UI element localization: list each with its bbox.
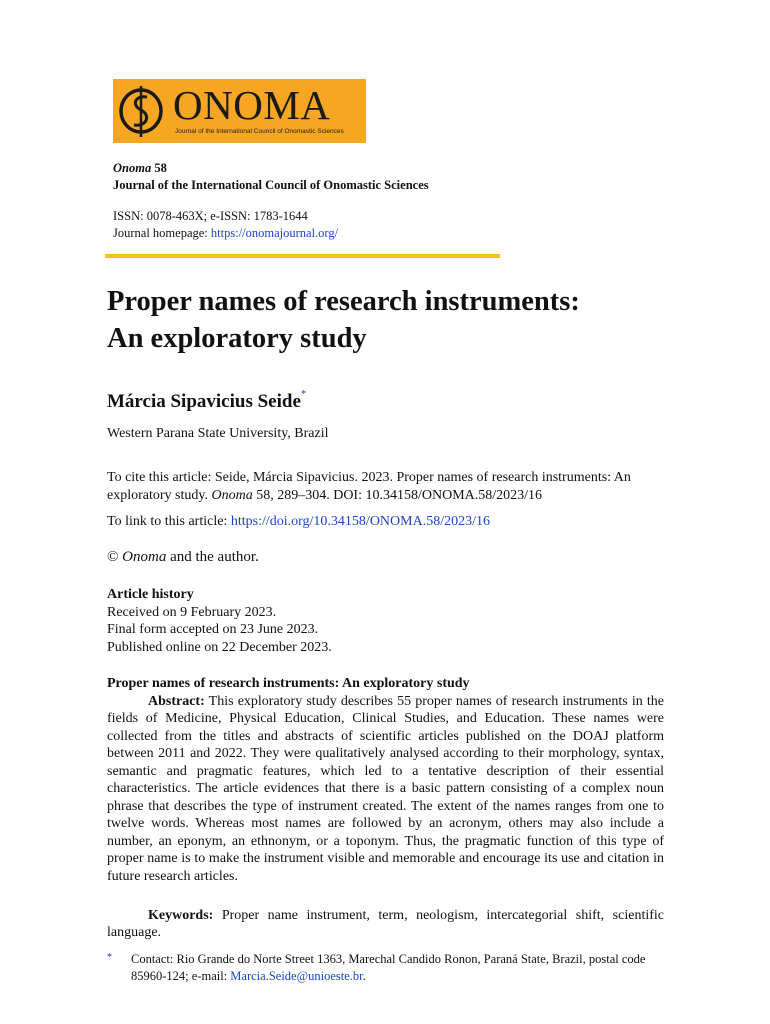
author-name <box>107 388 307 413</box>
copyright-line <box>107 549 259 566</box>
logo-subtitle: Journal of the International Council of Onomastic Sciences <box>175 128 344 135</box>
title-line-2: An exploratory study <box>107 323 367 354</box>
onoma-logo <box>113 79 366 143</box>
history-heading: Article history <box>107 587 194 602</box>
journal-full-name: Journal of the International Council of Onomastic Sciences <box>113 178 429 192</box>
homepage-label: Journal homepage: <box>113 226 211 240</box>
journal-volume: 58 <box>151 161 167 175</box>
homepage-line <box>113 225 338 242</box>
history-accepted: Final form accepted on 23 June 2023. <box>107 622 319 637</box>
author-footnote-mark[interactable]: * <box>300 388 307 400</box>
link-label: To link to this article: <box>107 514 231 529</box>
author-text: Márcia Sipavicius Seide <box>107 391 301 412</box>
homepage-link[interactable]: https://onomajournal.org/ <box>210 226 339 240</box>
cite-prefix: To cite this article: Seide, Márcia Sipavicius. 2023. Proper names of research instruments: An exploratory study. <box>107 470 631 503</box>
history-published: Published online on 22 December 2023. <box>107 639 332 655</box>
author-footnote <box>107 951 667 985</box>
abstract <box>107 693 664 885</box>
journal-name: Onoma <box>113 161 152 175</box>
footnote-text: Contact: Rio Grande do Norte Street 1363, Marechal Candido Ronon, Paraná State, Brazil, postal code 85960-124; e-mail: <box>131 952 646 983</box>
title-line-1: Proper names of research instruments: <box>107 286 580 317</box>
footnote-end: . <box>362 969 366 983</box>
citation <box>107 469 667 505</box>
author-email-link[interactable]: Marcia.Seide@unioeste.br <box>230 969 363 983</box>
article-link-line <box>107 514 490 530</box>
abstract-text: This exploratory study describes 55 proper names of research instruments in the fields of Medicine, Physical Education, Clinical Studies, and Education. These names were collected from the titles and abstracts of scientific articles published on the DOAJ platform between 2011 and 2022. They were qualitatively analysed according to their morphology, syntax, semantic and pragmatic features, which led to a tentative description of their essential characteristics. The article evidences that there is a basic pattern consisting of a complex noun phrase that describes the type of instrument created. The extent of the names ranges from one to twelve words. Whereas most names are followed by an acronym, others may also include a number, an eponym, an ethnonym, or a toponym. Thus, the pragmatic function of this type of proper name is to make the instrument visible and memorable and encourage its use and citation in future research articles. <box>107 694 664 884</box>
cite-suffix: 58, 289–304. DOI: 10.34158/ONOMA.58/2023/16 <box>252 488 543 503</box>
article-title <box>107 283 727 357</box>
keywords <box>107 907 664 942</box>
article-history <box>107 586 332 656</box>
issn: ISSN: 0078-463X; e-ISSN: 1783-1644 <box>113 209 308 223</box>
keywords-text: Proper name instrument, term, neologism, intercategorial shift, scientific language. <box>107 908 664 941</box>
logo-wordmark: ONOMA <box>173 82 331 128</box>
onoma-emblem-icon <box>117 83 169 139</box>
issn-info <box>113 208 338 242</box>
copyright-journal: Onoma <box>122 549 167 565</box>
copyright-symbol: © <box>107 549 123 565</box>
header-divider <box>105 254 500 258</box>
abstract-title: Proper names of research instruments: An exploratory study <box>107 676 470 691</box>
history-received: Received on 9 February 2023. <box>107 604 277 620</box>
copyright-suffix: and the author. <box>166 549 259 565</box>
doi-link[interactable]: https://doi.org/10.34158/ONOMA.58/2023/16 <box>230 514 490 529</box>
journal-volume-line <box>113 160 429 177</box>
keywords-label: Keywords: <box>148 908 214 923</box>
footnote-mark: * <box>107 952 112 963</box>
cite-journal: Onoma <box>211 488 253 503</box>
author-affiliation: Western Parana State University, Brazil <box>107 426 329 441</box>
journal-info <box>113 160 429 194</box>
abstract-label: Abstract: <box>148 694 205 709</box>
footnote-text-block <box>131 951 667 985</box>
